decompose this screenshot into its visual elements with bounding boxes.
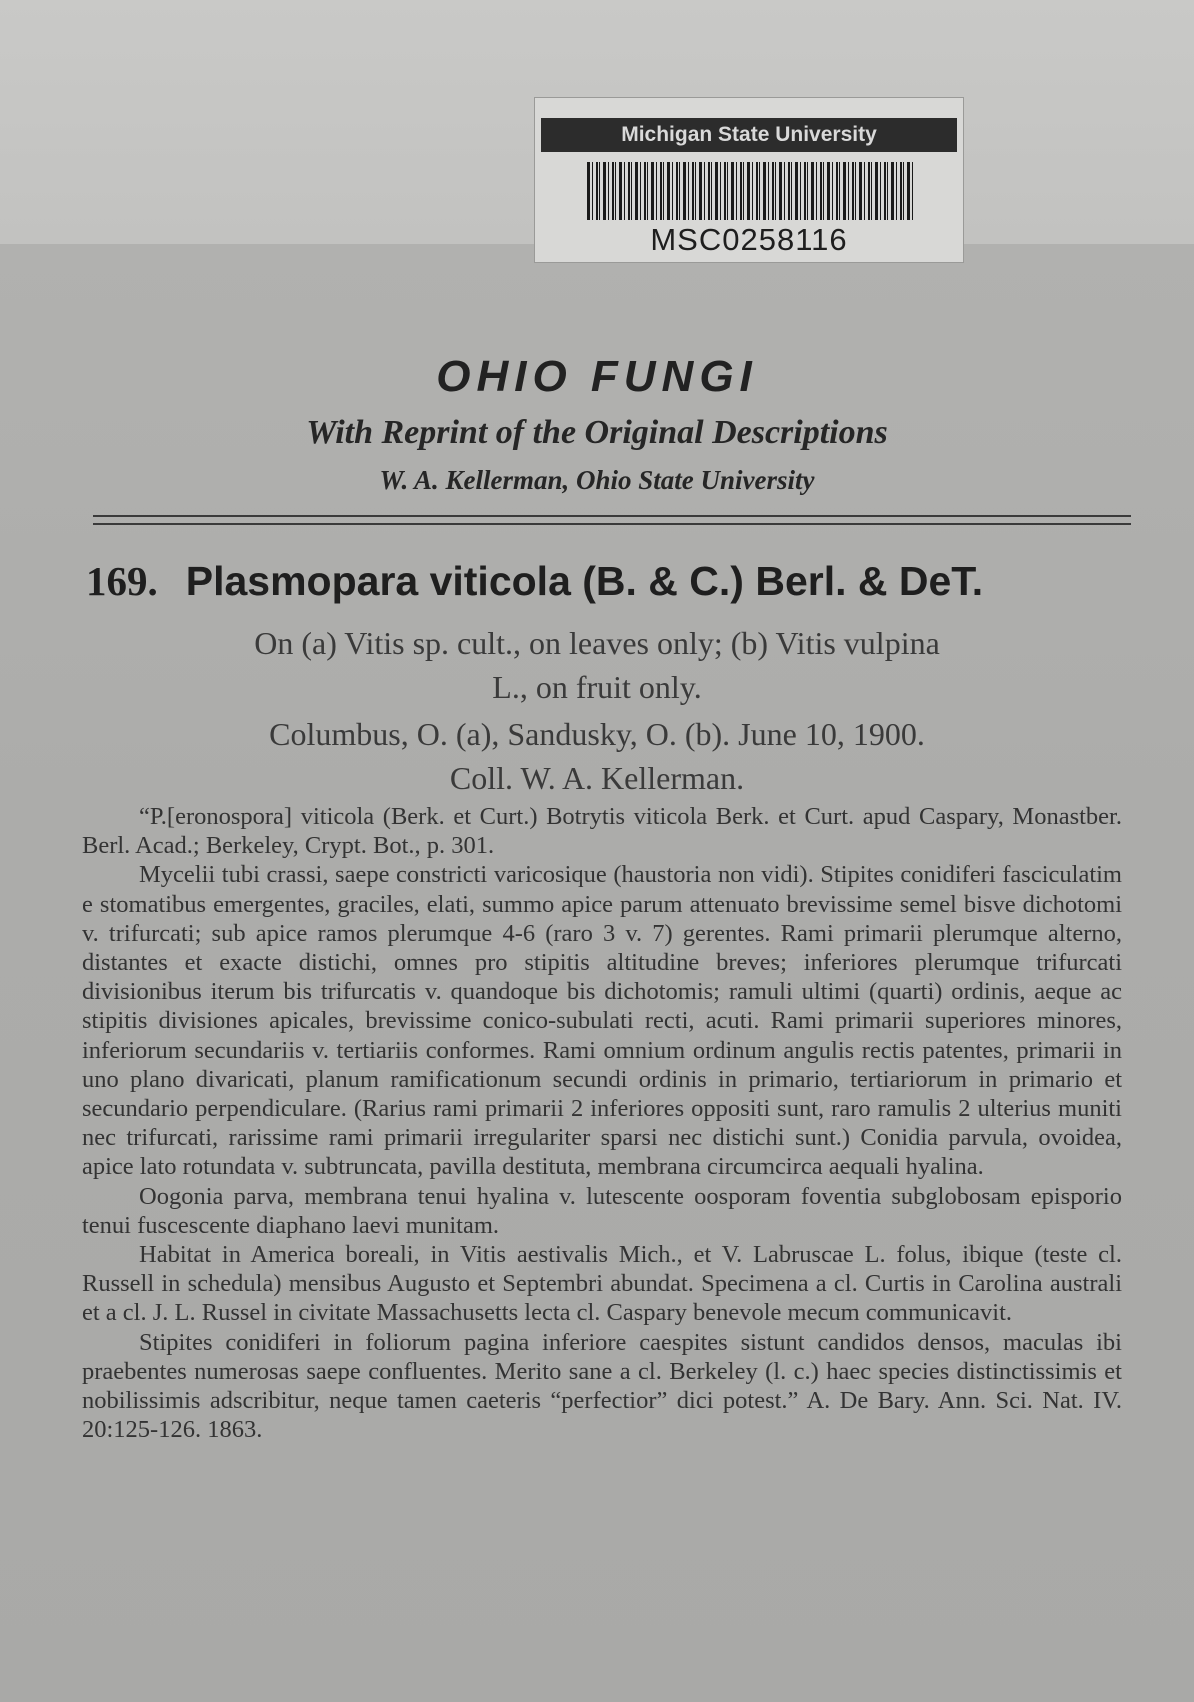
- series-title: OHIO FUNGI: [436, 352, 758, 401]
- barcode-bars: [587, 162, 915, 220]
- species-number: 169.: [86, 558, 158, 604]
- series-subtitle: With Reprint of the Original Descriptions: [306, 414, 888, 451]
- description-paragraph: Oogonia parva, membrana tenui hyalina v. lutescente oosporam foventia subglobosam episporio tenui fuscescente diaphano laevi munitam.: [82, 1182, 1122, 1239]
- institution-name: Michigan State University: [541, 118, 957, 152]
- divider-rule-bottom: [93, 523, 1131, 525]
- description-citation: “P.[eronospora] viticola (Berk. et Curt.) Botrytis viticola Berk. et Curt. apud Caspary, Monastber. Berl. Acad.; Berkeley, Crypt. Bot., p. 301.: [82, 803, 1122, 860]
- species-heading: [86, 557, 1136, 605]
- locality-date-line: Columbus, O. (a), Sandusky, O. (b). June 10, 1900.: [269, 716, 925, 752]
- description-paragraph: Mycelii tubi crassi, saepe constricti varicosique (haustoria non vidi). Stipites conidiferi fasciculatim e stomatibus emergentes, graciles, elati, summo apice parum attenuato brevissime semel bisve dichotomi v. trifurcati; sub apice ramos plerumque 4-6 (raro 3 v. 7) gerentes. Rami primarii plerumque alterno, distantes et exacte distichi, omnes pro stipitis altitudine breves; inferiores plerumque trifurcati divisionibus iterum bis trifurcatis v. quandoque bis dichotomis; ramuli ultimi (quarti) ordinis, aeque ac stipitis divisiones apicales, brevissime conico-subulati recti, acuti. Rami primarii superiores minores, inferiorum secundariis v. tertiariis conformes. Rami omnium ordinum angulis rectis patentes, primarii in uno plano divaricati, planum ramificationum secundi ordinis in primario, tertiariorum in primario et secundario perpendiculare. (Rarius rami primarii 2 inferiores oppositi sunt, raro ramulis 2 ulterius muniti nec trifurcati, rarissime rami primarii irregulariter sparsi nec distichi sunt.) Conidia parvula, ovoidea, apice lato rotundata v. subtruncata, pavilla destituta, membrana circumcirca aequali hyalina.: [82, 861, 1122, 1181]
- host-line-1: On (a) Vitis sp. cult., on leaves only; (b) Vitis vulpina: [254, 625, 940, 661]
- description-paragraph: Habitat in America boreali, in Vitis aestivalis Mich., et V. Labruscae L. folus, ibique (teste cl. Russell in schedula) mensibus Augusto et Septembri abundat. Specimena a cl. Curtis in Carolina australi et a cl. J. L. Russel in civitate Massachusetts lecta cl. Caspary benevole mecum communicavit.: [82, 1241, 1122, 1327]
- series-author: W. A. Kellerman, Ohio State University: [379, 465, 815, 495]
- description-paragraph: Stipites conidiferi in foliorum pagina inferiore caespites sistunt candidos densos, maculas ibi praebentes numerosas saepe confluentes. Merito sane a cl. Berkeley (l. c.) haec species distinctissimis et nobilissimis adscribitur, neque tamen caeteris “perfectior” dici potest.” A. De Bary. Ann. Sci. Nat. IV. 20:125-126. 1863.: [82, 1328, 1122, 1444]
- host-line-2: L., on fruit only.: [492, 669, 702, 705]
- original-description: [82, 802, 1122, 1444]
- species-name: Plasmopara viticola (B. & C.) Berl. & DeT.: [185, 558, 984, 604]
- barcode-label: [534, 97, 964, 263]
- collector-line: Coll. W. A. Kellerman.: [449, 760, 745, 796]
- catalog-number: MSC0258116: [650, 222, 848, 257]
- divider-rule-top: [93, 515, 1131, 517]
